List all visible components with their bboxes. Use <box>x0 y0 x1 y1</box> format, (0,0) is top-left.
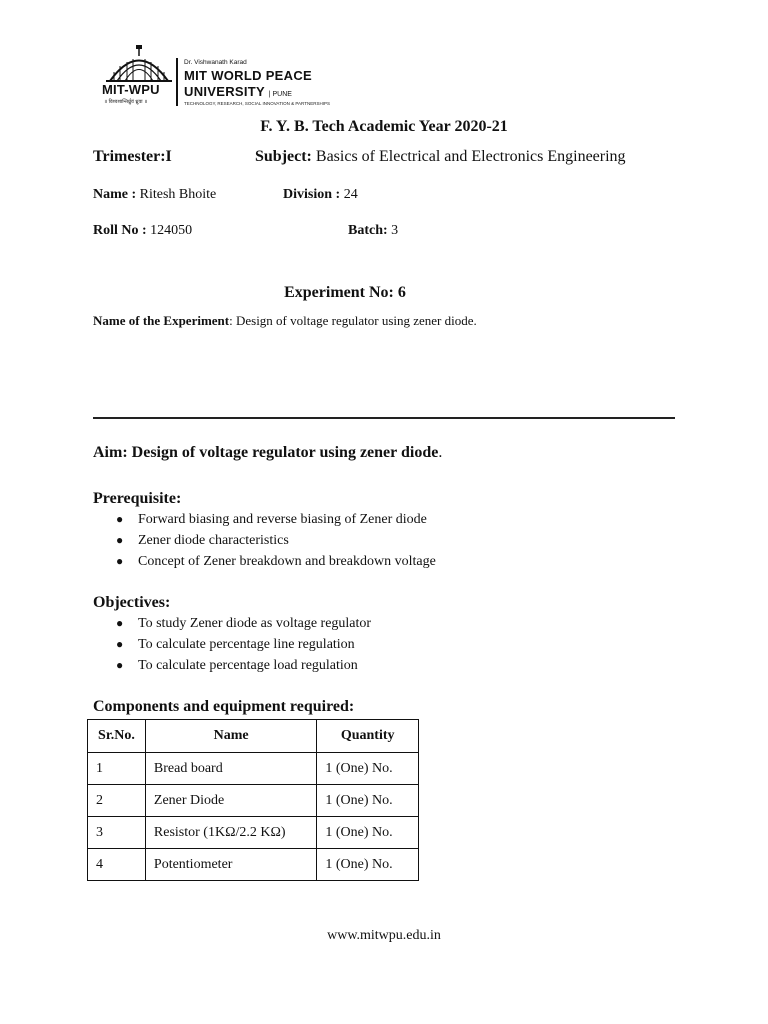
trimester-label: Trimester:I <box>93 148 172 165</box>
bullet-icon: ● <box>116 658 124 672</box>
bullet-icon: ● <box>116 512 124 526</box>
section-divider <box>93 417 675 419</box>
student-name-value: Ritesh Bhoite <box>139 187 217 202</box>
batch-value: 3 <box>391 223 399 238</box>
aim-line: Aim: Design of voltage regulator using zener diode. <box>93 444 443 461</box>
column-header: Quantity <box>317 720 419 753</box>
division-value: 24 <box>343 187 358 202</box>
table-header-row <box>88 720 419 753</box>
list-item: ● To calculate percentage load regulation <box>93 655 371 676</box>
logo-university-line1: MIT WORLD PEACE <box>184 68 312 83</box>
logo-university-line2: UNIVERSITY | PUNE <box>184 84 292 99</box>
logo-divider <box>176 58 178 106</box>
list-item: ● To study Zener diode as voltage regulator <box>93 613 371 634</box>
list-item: ● Zener diode characteristics <box>93 530 436 551</box>
list-item: ● To calculate percentage line regulation <box>93 634 371 655</box>
roll-no-line: Roll No : 124050 <box>93 223 193 238</box>
table-row <box>88 785 419 817</box>
table-row <box>88 753 419 785</box>
objectives-list <box>93 613 371 676</box>
table-cell: 4 <box>88 849 146 881</box>
table-row <box>88 849 419 881</box>
objectives-heading: Objectives: <box>93 594 171 611</box>
table-cell: 1 (One) No. <box>317 817 419 849</box>
academic-year-title: F. Y. B. Tech Academic Year 2020-21 <box>260 118 508 135</box>
subject-label: Subject: <box>255 148 312 165</box>
prerequisite-heading: Prerequisite: <box>93 490 182 507</box>
table-cell: 1 <box>88 753 146 785</box>
table-row <box>88 817 419 849</box>
components-heading: Components and equipment required: <box>93 698 355 715</box>
logo-short-name: MIT-WPU <box>102 82 160 97</box>
subject-value: Basics of Electrical and Electronics Engineering <box>315 148 626 165</box>
bullet-icon: ● <box>116 533 124 547</box>
logo-motto: ॥ विश्वशान्तिर्ध्रुवं ध्रुवा ॥ <box>104 99 148 105</box>
aim-text: Aim: Design of voltage regulator using zener diode <box>93 444 439 461</box>
table-cell: 1 (One) No. <box>317 785 419 817</box>
university-logo <box>100 44 330 110</box>
division-line: Division : 24 <box>283 187 358 202</box>
experiment-name-line <box>93 313 477 329</box>
experiment-name-value: : Design of voltage regulator using zener diode. <box>229 313 477 328</box>
experiment-name-label: Name of the Experiment <box>93 313 230 328</box>
table-cell: Zener Diode <box>145 785 316 817</box>
list-item: ● Concept of Zener breakdown and breakdown voltage <box>93 551 436 572</box>
table-cell: 1 (One) No. <box>317 753 419 785</box>
table-cell: Resistor (1KΩ/2.2 KΩ) <box>145 817 316 849</box>
bullet-icon: ● <box>116 616 124 630</box>
bullet-icon: ● <box>116 637 124 651</box>
components-table <box>87 719 419 881</box>
student-name-line: Name : Ritesh Bhoite <box>93 187 217 202</box>
logo-founder-text: Dr. Vishwanath Karad <box>184 59 247 66</box>
prerequisite-list <box>93 509 436 572</box>
roll-no-value: 124050 <box>150 223 193 238</box>
experiment-heading: Experiment No: 6 <box>284 284 406 301</box>
batch-line: Batch: 3 <box>348 223 399 238</box>
bullet-icon: ● <box>116 554 124 568</box>
table-cell: 3 <box>88 817 146 849</box>
table-cell: 2 <box>88 785 146 817</box>
table-cell: 1 (One) No. <box>317 849 419 881</box>
table-cell: Bread board <box>145 753 316 785</box>
table-cell: Potentiometer <box>145 849 316 881</box>
footer-url-link[interactable]: www.mitwpu.edu.in <box>327 928 441 943</box>
list-item: ● Forward biasing and reverse biasing of Zener diode <box>93 509 436 530</box>
logo-tagline: TECHNOLOGY, RESEARCH, SOCIAL INNOVATION & PARTNERSHIPS <box>184 101 330 106</box>
column-header: Sr.No. <box>88 720 146 753</box>
subject-line <box>255 148 626 166</box>
column-header: Name <box>145 720 316 753</box>
